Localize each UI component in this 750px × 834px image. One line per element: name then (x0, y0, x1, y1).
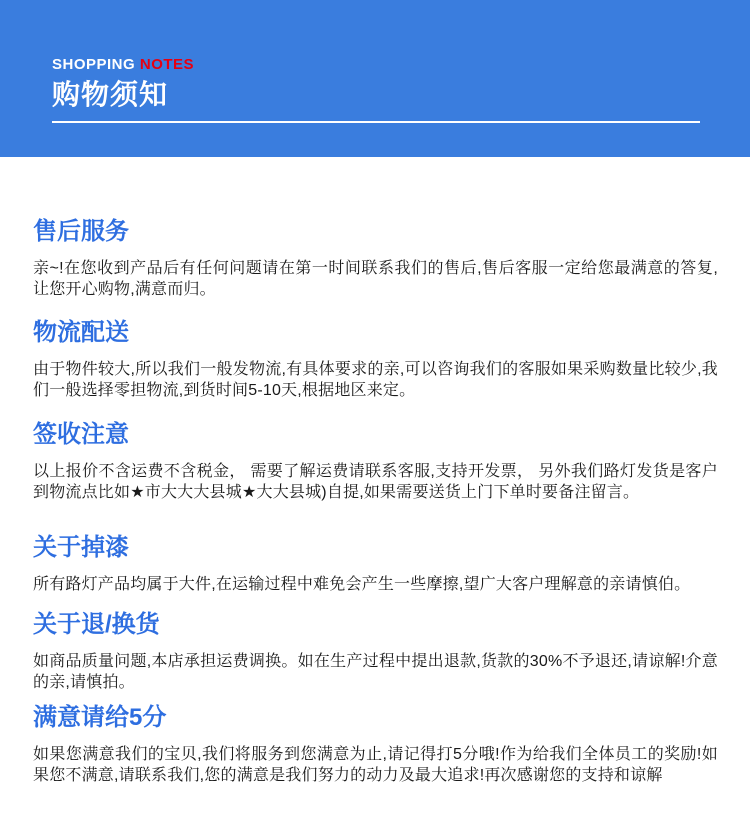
page-title: 购物须知 (52, 79, 169, 110)
section-heading: 满意请给5分 (33, 704, 167, 731)
section-return-exchange (33, 610, 718, 693)
section-body: 由于物件较大,所以我们一般发物流,有具体要求的亲,可以咨询我们的客服如果采购数量比较少,我们一般选择零担物流,到货时间5-10天,根据地区来定。 (33, 361, 718, 399)
section-logistics (33, 318, 718, 401)
section-heading: 售后服务 (33, 218, 129, 245)
section-paint-peeling (33, 533, 718, 595)
section-sign-for-goods (33, 420, 718, 503)
section-body: 如果您满意我们的宝贝,我们将服务到您满意为止,请记得打5分哦!作为给我们全体员工的奖励!如果您不满意,请联系我们,您的满意是我们努力的动力及最大追求!再次感谢您的支持和谅解 (33, 746, 718, 784)
shopping-notes-banner (0, 0, 750, 157)
section-heading: 关于退/换货 (33, 611, 160, 638)
banner-underline (52, 121, 700, 123)
banner-subtitle-red: NOTES (139, 56, 195, 73)
section-body: 以上报价不含运费不含税金， 需要了解运费请联系客服,支持开发票， 另外我们路灯发货是客户到物流点比如★市大大大县城★大大县城)自提,如果需要送货上门下单时要备注留言。 (33, 463, 718, 501)
notes-content (0, 217, 750, 786)
banner-subtitle-white: SHOPPING (52, 56, 140, 73)
banner-subtitle-en (52, 57, 750, 72)
section-body: 所有路灯产品均属于大件,在运输过程中难免会产生一些摩擦,望广大客户理解意的亲请慎伯。 (33, 576, 691, 593)
section-body: 如商品质量问题,本店承担运费调换。如在生产过程中提出退款,货款的30%不予退还,请谅解!介意的亲,请慎拍。 (33, 653, 718, 691)
section-heading: 物流配送 (33, 319, 129, 346)
section-after-sales (33, 217, 718, 300)
section-heading: 签收注意 (33, 421, 129, 448)
section-heading: 关于掉漆 (33, 534, 129, 561)
section-five-star-rating (33, 703, 718, 786)
section-body: 亲~!在您收到产品后有任何问题请在第一时间联系我们的售后,售后客服一定给您最满意的答复,让您开心购物,满意而归。 (33, 260, 718, 298)
